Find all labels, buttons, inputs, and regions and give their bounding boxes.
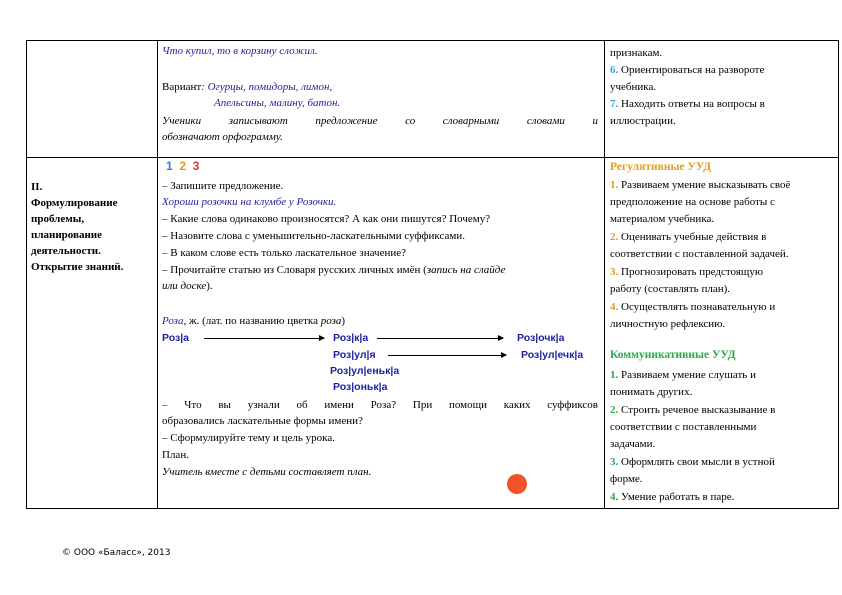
com-3-text: Оформлять свои мысли в устной <box>618 456 775 468</box>
number-3-icon: 3 <box>192 159 200 173</box>
arrow-2 <box>377 338 503 339</box>
number-icons <box>166 159 199 173</box>
word-rozulya: Роз|ул|я <box>333 349 376 361</box>
red-dot-marker <box>507 474 527 494</box>
question-4: – В каком слове есть только ласкательное значение? <box>162 247 406 259</box>
com-3-number: 3. <box>610 456 619 468</box>
question-5-line-2 <box>162 279 213 293</box>
stage-title-4: деятельности. <box>31 245 101 257</box>
word-rozonka: Роз|оньк|а <box>333 381 388 393</box>
reg-1-line-1 <box>610 178 790 192</box>
com-1-number: 1. <box>610 369 619 381</box>
table-col-divider-2 <box>604 40 605 509</box>
reg-2-number: 2. <box>610 231 619 243</box>
variant-line-2: Апельсины, малину, батон. <box>214 97 341 109</box>
number-1-icon: 1 <box>166 159 173 173</box>
item-7-number: 7. <box>610 98 619 110</box>
item-7-text: Находить ответы на вопросы в <box>618 98 765 110</box>
question-3: – Назовите слова с уменьшительно-ласкательными суффиксами. <box>162 230 465 242</box>
word-rozochka: Роз|очк|а <box>517 332 565 344</box>
com-3-line-2: форме. <box>610 473 643 485</box>
table-border-top <box>26 40 839 41</box>
variant-label: Вариант <box>162 81 202 93</box>
dict-close: ) <box>341 315 346 327</box>
dict-word-2: роза <box>320 315 342 327</box>
word-rozka: Роз|к|а <box>333 332 369 344</box>
arrow-3 <box>388 355 506 356</box>
question-7: – Сформулируйте тему и цель урока. <box>162 432 335 444</box>
com-2-line-3: задачами. <box>610 438 656 450</box>
reg-3-line-2: работу (составлять план). <box>610 283 731 295</box>
stage-title-5: Открытие знаний. <box>31 261 124 273</box>
dictionary-entry <box>162 314 345 328</box>
question-5-close: ). <box>206 280 213 292</box>
table-border-bottom <box>26 508 839 509</box>
item-6-line-1 <box>610 63 764 77</box>
reg-4-text: Осуществлять познавательную и <box>618 301 776 313</box>
com-2-text: Строить речевое высказывание в <box>618 404 776 416</box>
stage-title-1: Формулирование <box>31 197 118 209</box>
reg-1-number: 1. <box>610 179 619 191</box>
variant-line-1 <box>162 80 332 94</box>
stage-title-3: планирование <box>31 229 103 241</box>
reg-1-text: Развиваем умение высказывать своё <box>618 179 791 191</box>
word-rozulechka: Роз|ул|ечк|а <box>521 349 584 361</box>
com-4-text: Умение работать в паре. <box>618 491 735 503</box>
question-5-italic-1: запись на слайде <box>426 264 506 276</box>
com-1-line-2: понимать других. <box>610 386 693 398</box>
table-row-divider <box>26 157 839 158</box>
word-rozulenka: Роз|ул|еньк|а <box>330 365 400 377</box>
stage-number: II. <box>31 181 43 193</box>
reg-2-line-2: соответствии с поставленной задачей. <box>610 248 789 260</box>
dict-word: Роза <box>162 315 184 327</box>
com-1-line-1 <box>610 368 756 382</box>
reg-2-text: Оценивать учебные действия в <box>618 231 767 243</box>
right-line-0: признакам. <box>610 47 663 59</box>
reg-1-line-3: материалом учебника. <box>610 213 715 225</box>
reg-3-text: Прогнозировать предстоящую <box>618 266 764 278</box>
question-6-line-1: – Что вы узнали об имени Роза? При помощи каких суффиксов <box>162 399 598 411</box>
plan-label: План. <box>162 449 189 461</box>
table-border-left <box>26 40 27 509</box>
item-6-line-2: учебника. <box>610 81 657 93</box>
reg-3-number: 3. <box>610 266 619 278</box>
reg-3-line-1 <box>610 265 763 279</box>
dict-rest: , ж. (лат. по названию цветка <box>183 315 321 327</box>
question-6-line-2: образовались ласкательные формы имени? <box>162 415 363 427</box>
table-border-right <box>838 40 839 509</box>
word-roza: Роз|а <box>162 332 190 344</box>
stage-title-2: проблемы, <box>31 213 85 225</box>
reg-4-line-1 <box>610 300 775 314</box>
copyright-footer: © ООО «Баласс», 2013 <box>62 548 171 558</box>
com-2-line-1 <box>610 403 775 417</box>
com-2-number: 2. <box>610 404 619 416</box>
arrow-1 <box>204 338 324 339</box>
sentence: Хороши розочки на клумбе у Розочки. <box>162 196 337 208</box>
com-3-line-1 <box>610 455 775 469</box>
proverb: Что купил, то в корзину сложил. <box>162 45 318 57</box>
item-7-line-2: иллюстрации. <box>610 115 676 127</box>
teacher-note: Учитель вместе с детьми составляет план. <box>162 466 372 478</box>
question-5-line-1 <box>162 263 505 277</box>
reg-2-line-1 <box>610 230 766 244</box>
task-line-2: обозначают орфограмму. <box>162 131 283 143</box>
item-7-line-1 <box>610 97 765 111</box>
table-col-divider-1 <box>157 40 158 509</box>
question-2: – Какие слова одинаково произносятся? А как они пишутся? Почему? <box>162 213 491 225</box>
com-1-text: Развиваем умение слушать и <box>618 369 756 381</box>
question-5-text: – Прочитайте статью из Словаря русских личных имён ( <box>162 264 427 276</box>
com-4-number: 4. <box>610 491 619 503</box>
number-2-icon: 2 <box>179 159 187 173</box>
communicative-heading: Коммуникативные УУД <box>610 349 736 361</box>
variant-list-1: : Огурцы, помидоры, лимон, <box>201 81 333 93</box>
com-4-line-1 <box>610 490 734 504</box>
com-2-line-2: соответствии с поставленными <box>610 421 757 433</box>
regulatory-heading: Регулятивные УУД <box>610 161 712 173</box>
question-1: – Запишите предложение. <box>162 180 284 192</box>
reg-4-line-2: личностную рефлексию. <box>610 318 726 330</box>
reg-1-line-2: предположение на основе работы с <box>610 196 775 208</box>
question-5-italic-2: или доске <box>162 280 207 292</box>
item-6-text: Ориентироваться на развороте <box>618 64 765 76</box>
task-line-1: Ученики записывают предложение со словарными словами и <box>162 115 598 127</box>
item-6-number: 6. <box>610 64 619 76</box>
reg-4-number: 4. <box>610 301 619 313</box>
